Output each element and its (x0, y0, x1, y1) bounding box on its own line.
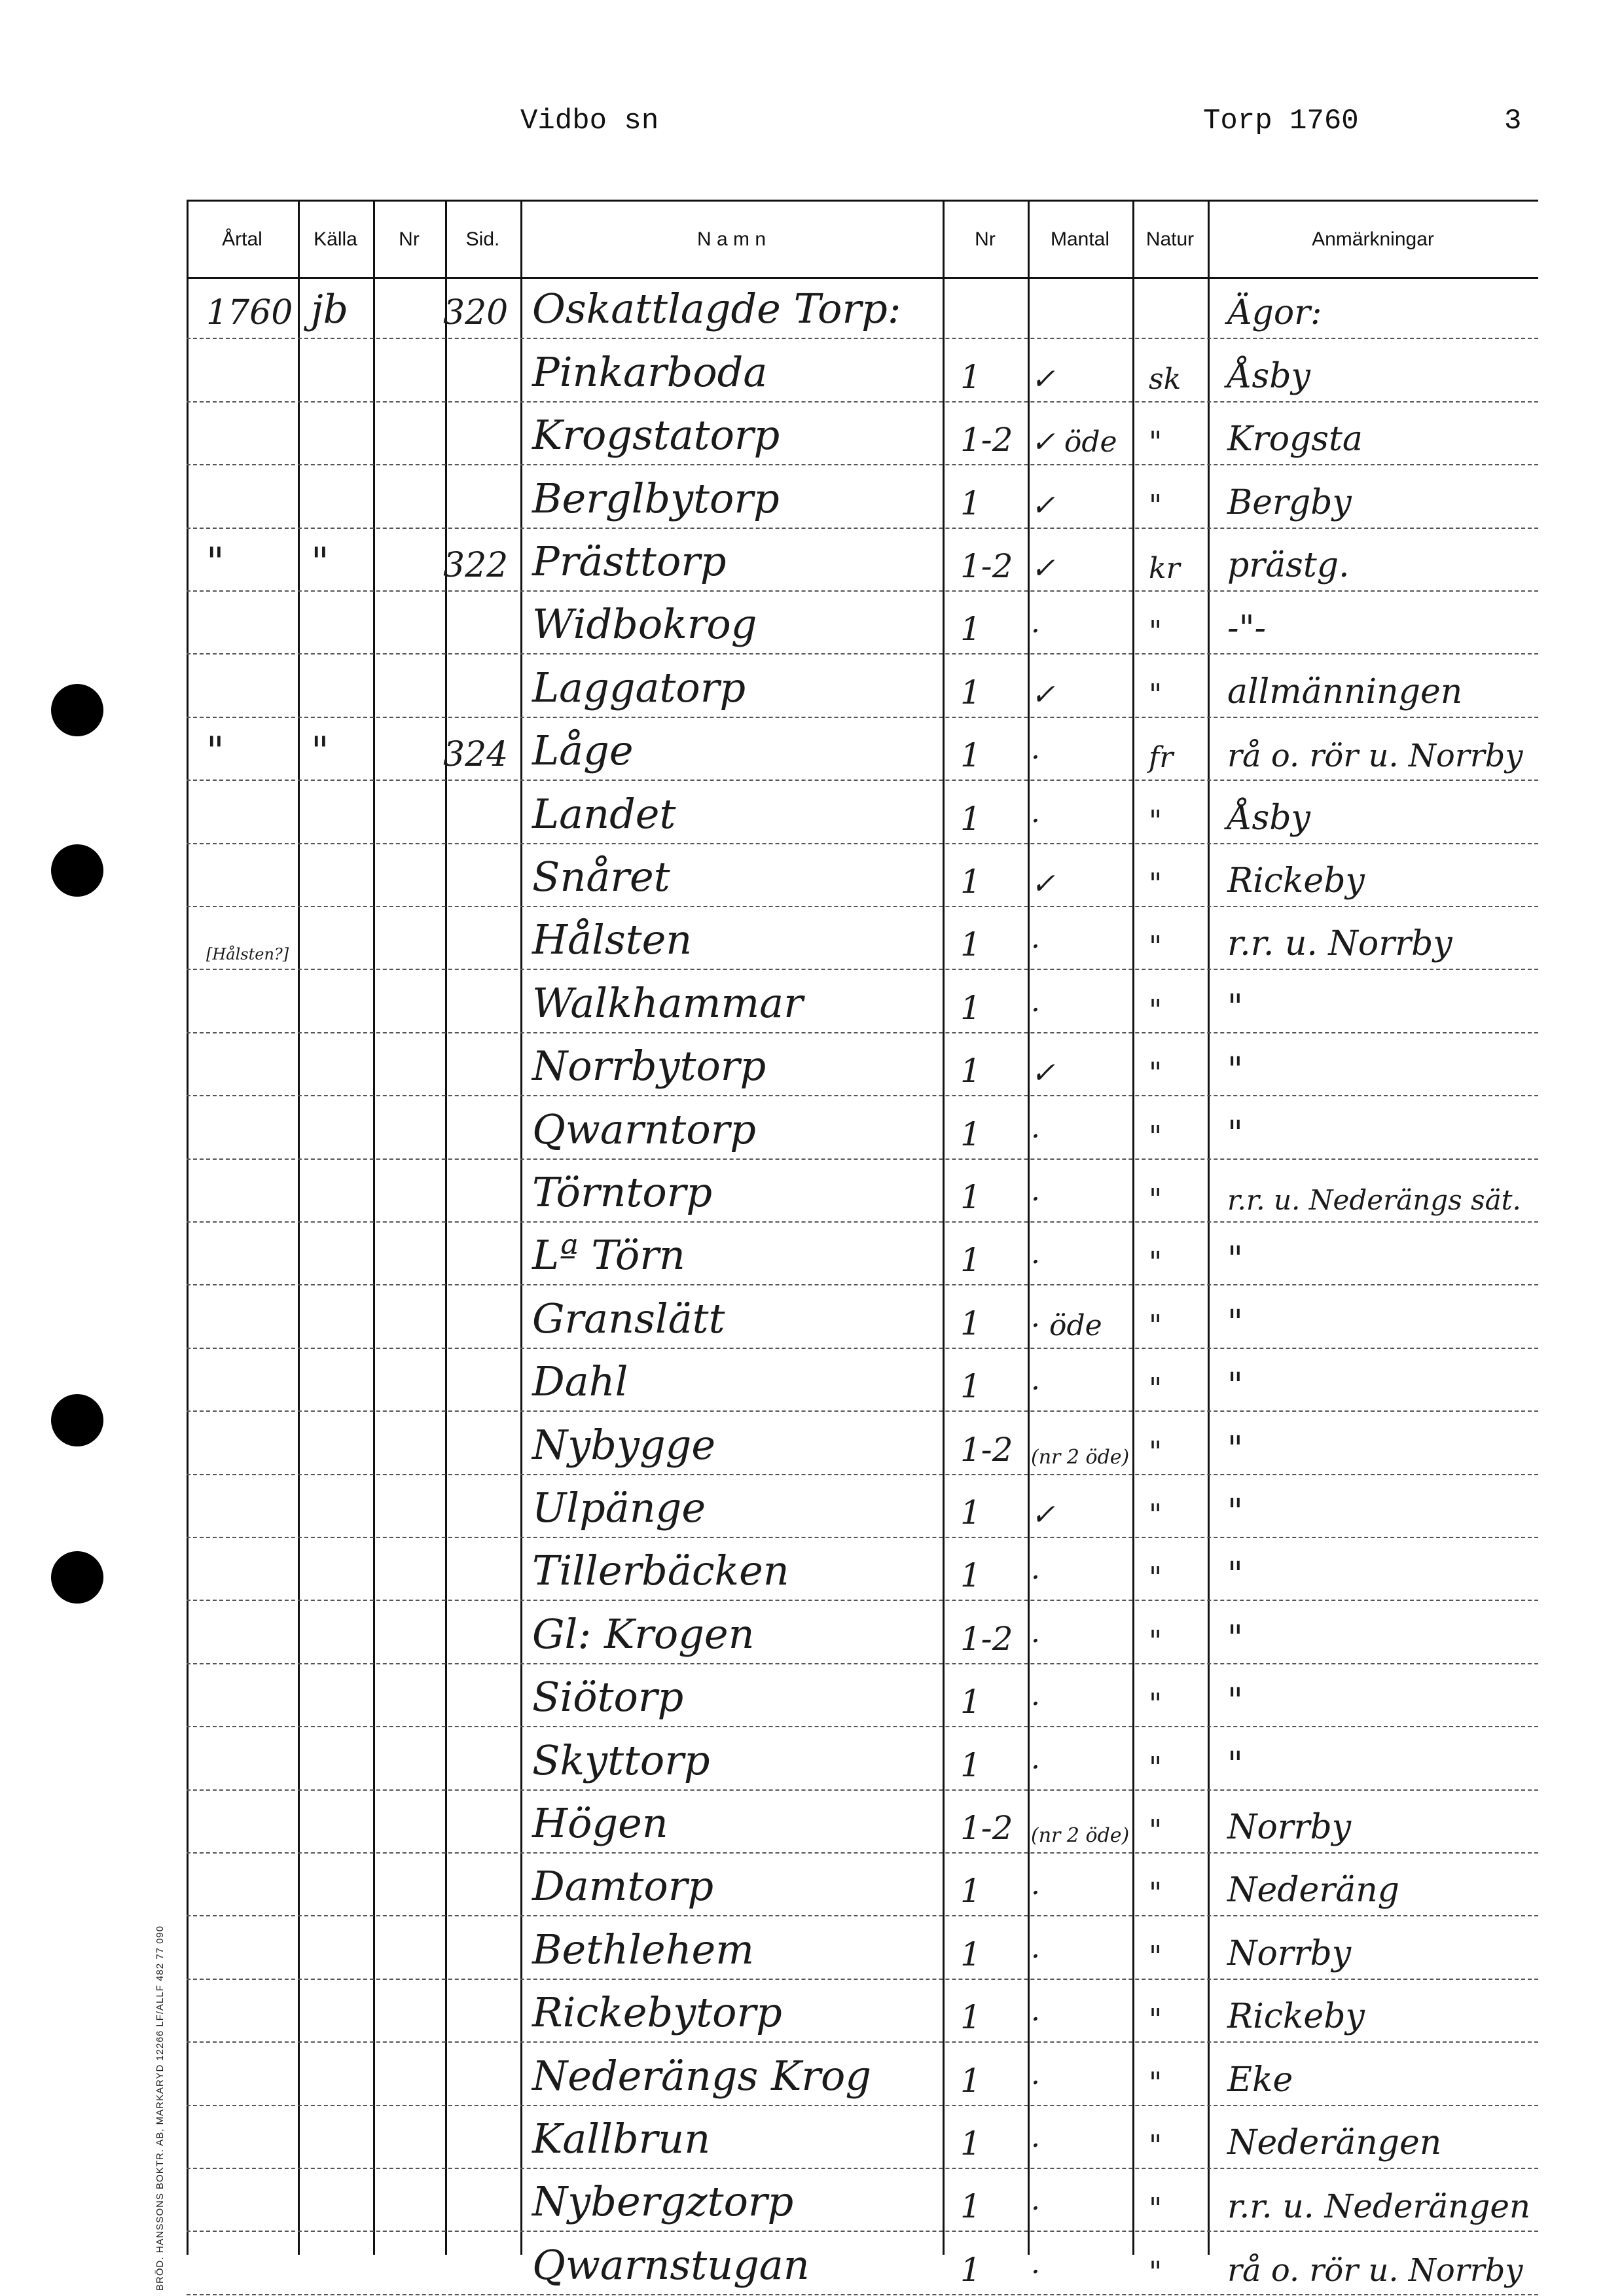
cell-natur: " (1149, 1119, 1162, 1153)
table-row (187, 401, 1538, 464)
col-nr: Nr (399, 228, 420, 250)
table-row (187, 906, 1538, 969)
col-artal: Årtal (222, 228, 262, 250)
cell-nr: 1 (960, 1556, 981, 1595)
cell-anm: Norrby (1227, 1807, 1352, 1847)
cell-namn: Lª Törn (532, 1231, 685, 1280)
cell-nr: 1 (960, 1493, 981, 1532)
cell-nr: 1 (960, 1304, 981, 1342)
cell-anm: " (1227, 1050, 1243, 1090)
cell-natur: " (1149, 1624, 1162, 1658)
cell-anm: Bergby (1227, 482, 1352, 522)
cell-nr: 1 (960, 1746, 981, 1784)
cell-nr: 1 (960, 799, 981, 838)
cell-nr: 1 (960, 1115, 981, 1153)
cell-anm: allmänningen (1227, 672, 1463, 711)
cell-nr: 1 (960, 736, 981, 775)
cell-namn: Hålsten (532, 916, 693, 964)
cell-nr: 1 (960, 673, 981, 711)
table-row (187, 2168, 1538, 2231)
cell-mantal: · (1031, 1750, 1040, 1784)
col-mantal: Mantal (1050, 228, 1110, 250)
cell-anm: " (1227, 1366, 1243, 1406)
table-row (187, 1852, 1538, 1915)
cell-mantal: · (1031, 993, 1040, 1027)
cell-anm: Rickeby (1227, 861, 1365, 901)
cell-namn: Snåret (532, 852, 670, 901)
cell-nr: 1 (960, 925, 981, 964)
cell-namn: Tillerbäcken (532, 1547, 789, 1595)
table-row (187, 1663, 1538, 1726)
cell-nr: 1-2 (960, 1430, 1013, 1469)
cell-anm: -"- (1227, 609, 1267, 649)
table-row (187, 1600, 1538, 1662)
table-row (187, 1221, 1538, 1284)
col-namn: N a m n (696, 228, 766, 250)
col-kalla: Källa (314, 228, 357, 250)
cell-mantal: · (1031, 1687, 1040, 1721)
cell-natur: " (1149, 1750, 1162, 1784)
cell-natur: kr (1149, 551, 1180, 585)
cell-mantal: ✓ (1031, 551, 1055, 585)
cell-natur: " (1149, 1372, 1162, 1406)
table-row (187, 717, 1538, 780)
cell-natur: " (1149, 1813, 1162, 1847)
cell-mantal: · (1031, 930, 1040, 964)
cell-nr: 1 (960, 1177, 981, 1216)
cell-natur: " (1149, 1876, 1162, 1910)
cell-natur: " (1149, 1182, 1162, 1216)
cell-anm: " (1227, 1681, 1243, 1721)
table-row (187, 528, 1538, 590)
punch-hole (51, 1394, 103, 1446)
cell-namn: Nybergztorp (532, 2178, 794, 2226)
cell-anm: rå o. rör u. Norrby (1227, 2251, 1523, 2289)
cell-natur: " (1149, 1056, 1162, 1090)
register-title: Torp 1760 (1203, 105, 1359, 137)
cell-nr: 1 (960, 2250, 981, 2289)
cell-sid: 320 (443, 293, 509, 333)
cell-mantal: · (1031, 2003, 1040, 2037)
table-row (187, 843, 1538, 906)
cell-nr: 1 (960, 610, 981, 649)
cell-natur: " (1149, 993, 1162, 1027)
cell-namn: Pinkarboda (532, 348, 768, 396)
cell-namn: Nederängs Krog (532, 2051, 872, 2100)
cell-anm: r.r. u. Nederängs sät. (1227, 1183, 1521, 1216)
page-number: 3 (1504, 105, 1522, 137)
cell-namn: Walkhammar (532, 978, 803, 1027)
cell-artal: 1760 (206, 293, 293, 333)
punch-hole (51, 844, 103, 897)
cell-mantal: ✓ (1031, 362, 1055, 396)
cell-nr: 1 (960, 1052, 981, 1090)
col-natur: Natur (1145, 228, 1195, 250)
cell-namn: Qwarntorp (532, 1105, 756, 1153)
cell-nr: 1-2 (960, 1619, 1013, 1658)
cell-natur: " (1149, 867, 1162, 901)
punch-hole (51, 684, 103, 736)
table-row (187, 1789, 1538, 1852)
cell-mantal: · (1031, 2255, 1040, 2289)
table-row (187, 1158, 1538, 1221)
cell-mantal: · öde (1031, 1308, 1102, 1342)
table-row (187, 653, 1538, 716)
table-row (187, 1915, 1538, 1978)
cell-namn: Qwarnstugan (532, 2240, 810, 2289)
cell-namn: Prästtorp (532, 537, 727, 585)
register-form (187, 200, 1538, 2289)
cell-mantal: · (1031, 1182, 1040, 1216)
cell-namn: Siötorp (532, 1673, 684, 1721)
table-row (187, 1474, 1538, 1537)
cell-mantal: · (1031, 1624, 1040, 1658)
cell-anm: Rickeby (1227, 1997, 1365, 2037)
cell-anm: " (1227, 1618, 1243, 1658)
table-row (187, 338, 1538, 401)
cell-anm: rå o. rör u. Norrby (1227, 738, 1523, 775)
cell-anm: Åsby (1227, 798, 1310, 838)
cell-nr: 1 (960, 484, 981, 522)
cell-namn: Laggatorp (532, 663, 746, 711)
table-row (187, 1348, 1538, 1410)
cell-anm: r.r. u. Nederängen (1227, 2187, 1531, 2226)
cell-mantal: ✓ (1031, 677, 1055, 711)
cell-sid: 322 (443, 545, 509, 585)
cell-namn: Ulpänge (532, 1483, 706, 1532)
cell-nr: 1 (960, 1683, 981, 1721)
cell-natur: " (1149, 1435, 1162, 1469)
cell-namn: Kallbrun (532, 2114, 711, 2162)
cell-anm: " (1227, 1113, 1243, 1153)
cell-artal: [Hålsten?] (206, 945, 289, 964)
cell-mantal: · (1031, 1119, 1040, 1153)
table-row (187, 1095, 1538, 1158)
cell-nr: 1-2 (960, 547, 1013, 585)
cell-namn: Törntorp (532, 1168, 713, 1216)
cell-mantal: · (1031, 1561, 1040, 1595)
cell-anm: Åsby (1227, 356, 1310, 396)
cell-artal: " (206, 728, 225, 775)
table-header (187, 200, 1538, 279)
cell-natur: " (1149, 488, 1162, 522)
cell-natur: " (1149, 1687, 1162, 1721)
cell-mantal: · (1031, 1246, 1040, 1280)
cell-mantal: · (1031, 1876, 1040, 1910)
punch-hole (51, 1551, 103, 1604)
table-row (187, 2231, 1538, 2293)
cell-natur: " (1149, 1939, 1162, 1973)
table-row (187, 464, 1538, 527)
cell-namn: Dahl (532, 1357, 628, 1406)
cell-anm: Nederäng (1227, 1871, 1399, 1910)
cell-namn: Rickebytorp (532, 1988, 782, 2037)
cell-namn: Krogstatorp (532, 411, 780, 459)
cell-nr: 1 (960, 1872, 981, 1910)
cell-natur: " (1149, 425, 1162, 459)
cell-nr: 1 (960, 1241, 981, 1280)
cell-namn: Högen (532, 1799, 668, 1847)
table-row (187, 1032, 1538, 1095)
cell-namn: Damtorp (532, 1862, 714, 1910)
table-row (187, 275, 1538, 338)
cell-mantal: · (1031, 804, 1040, 838)
cell-anm: " (1227, 1744, 1243, 1784)
col-anm: Anmärkningar (1312, 228, 1434, 250)
cell-nr: 1 (960, 988, 981, 1027)
parish-title: Vidbo sn (520, 105, 659, 137)
cell-nr: 1 (960, 2061, 981, 2100)
table-row (187, 590, 1538, 653)
cell-natur: " (1149, 930, 1162, 964)
col-nr-2: Nr (975, 228, 996, 250)
cell-namn: Oskattlagde Torp: (532, 285, 901, 333)
cell-anm: Krogsta (1227, 420, 1363, 459)
cell-nr: 1 (960, 862, 981, 901)
cell-anm: prästg. (1227, 545, 1350, 585)
cell-artal: " (206, 539, 225, 585)
cell-mantal: ✓ (1031, 488, 1055, 522)
cell-natur: " (1149, 1308, 1162, 1342)
cell-natur: " (1149, 2192, 1162, 2226)
table-row (187, 2041, 1538, 2104)
table-row (187, 780, 1538, 842)
cell-anm: Eke (1227, 2060, 1293, 2100)
table-row (187, 1284, 1538, 1347)
cell-anm: " (1227, 1240, 1243, 1280)
table-row (187, 1726, 1538, 1789)
cell-natur: " (1149, 1498, 1162, 1532)
cell-anm: Norrby (1227, 1933, 1352, 1973)
cell-mantal: · (1031, 1372, 1040, 1406)
table-row (187, 1537, 1538, 1600)
cell-nr: 1-2 (960, 421, 1013, 459)
cell-mantal: · (1031, 2192, 1040, 2226)
cell-nr: 1 (960, 1935, 981, 1973)
cell-mantal: ✓ öde (1031, 425, 1117, 459)
cell-nr: 1 (960, 357, 981, 396)
cell-namn: Landet (532, 789, 676, 838)
cell-anm: Ägor: (1227, 293, 1322, 333)
cell-nr: 1 (960, 2124, 981, 2162)
cell-natur: " (1149, 2128, 1162, 2162)
cell-natur: " (1149, 677, 1162, 711)
cell-mantal: ✓ (1031, 867, 1055, 901)
table-row (187, 1410, 1538, 1473)
cell-namn: Berglbytorp (532, 474, 780, 522)
cell-natur: sk (1149, 362, 1181, 396)
cell-mantal: · (1031, 2066, 1040, 2100)
cell-natur: " (1149, 2003, 1162, 2037)
page-header (0, 105, 1622, 157)
cell-natur: " (1149, 2255, 1162, 2289)
cell-mantal: · (1031, 615, 1040, 649)
cell-natur: " (1149, 1246, 1162, 1280)
cell-namn: Bethlehem (532, 1925, 755, 1973)
cell-namn: Norrbytorp (532, 1042, 766, 1090)
cell-sid: 324 (443, 735, 509, 775)
cell-natur: " (1149, 804, 1162, 838)
cell-kalla: " (311, 728, 329, 775)
cell-anm: r.r. u. Norrby (1227, 924, 1452, 964)
cell-kalla: " (311, 539, 329, 585)
row-rule (187, 2294, 1538, 2295)
cell-nr: 1 (960, 1998, 981, 2037)
cell-natur: " (1149, 1561, 1162, 1595)
cell-anm: Nederängen (1227, 2123, 1442, 2162)
cell-mantal: · (1031, 1939, 1040, 1973)
table-row (187, 2105, 1538, 2168)
cell-nr: 1 (960, 2187, 981, 2226)
cell-namn: Skyttorp (532, 1736, 710, 1784)
cell-nr: 1-2 (960, 1808, 1013, 1847)
cell-mantal: · (1031, 2128, 1040, 2162)
cell-anm: " (1227, 987, 1243, 1027)
cell-namn: Widbokrog (532, 600, 757, 649)
cell-anm: " (1227, 1555, 1243, 1595)
cell-anm: " (1227, 1492, 1243, 1532)
cell-mantal: ✓ (1031, 1498, 1055, 1532)
table-row (187, 969, 1538, 1031)
cell-anm: " (1227, 1302, 1243, 1342)
cell-mantal: (nr 2 öde) (1031, 1445, 1130, 1469)
cell-kalla: jb (311, 287, 349, 333)
cell-nr: 1 (960, 1367, 981, 1406)
cell-namn: Gl: Krogen (532, 1609, 755, 1658)
cell-natur: " (1149, 615, 1162, 649)
cell-natur: fr (1149, 741, 1174, 775)
table-row (187, 1979, 1538, 2041)
cell-mantal: ✓ (1031, 1056, 1055, 1090)
cell-natur: " (1149, 2066, 1162, 2100)
cell-mantal: (nr 2 öde) (1031, 1823, 1130, 1847)
cell-namn: Granslätt (532, 1294, 725, 1342)
cell-namn: Nybygge (532, 1420, 716, 1469)
col-sid: Sid. (465, 228, 500, 250)
printer-imprint: BRÖD. HANSSONS BOKTR. AB, MARKARYD 12266 LF/ALLF 482 77 090 (154, 1925, 166, 2291)
cell-mantal: · (1031, 741, 1040, 775)
cell-anm: " (1227, 1429, 1243, 1469)
cell-namn: Låge (532, 726, 634, 775)
